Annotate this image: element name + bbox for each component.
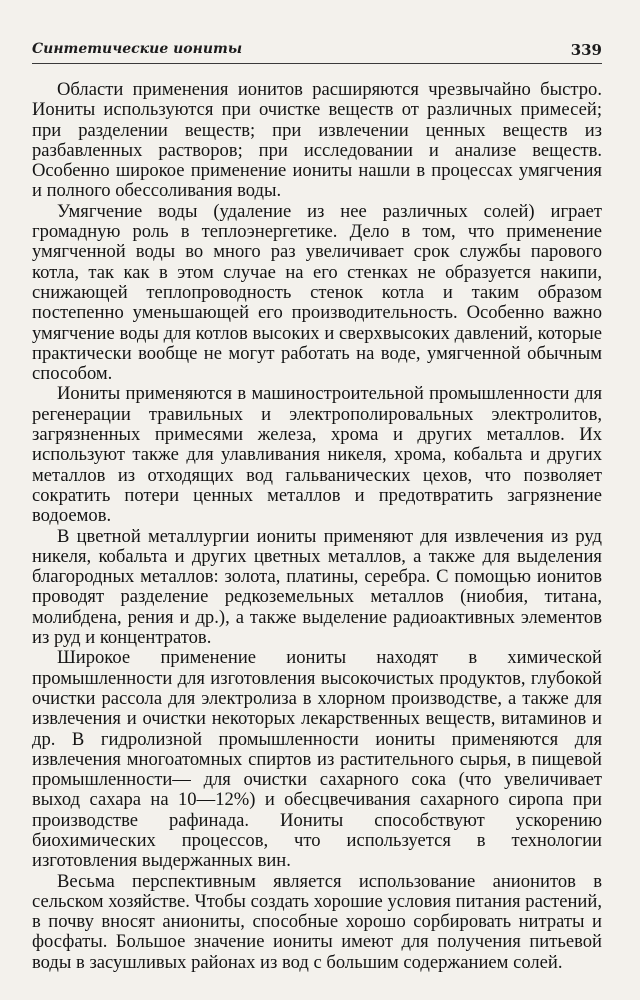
paragraph-agriculture: Весьма перспективным является использование анионитов в сельском хозяйстве. Чтобы создать хорошие условия питания растений, в почву вносят аниониты, способные хорошо сорбировать нитраты и фосфаты. Большое значение иониты имеют для получения питьевой воды в засушливых районах из вод с большим содержанием солей.	[32, 870, 602, 973]
page-number: 339	[570, 41, 602, 59]
body-text	[32, 80, 602, 973]
paragraph-metallurgy: В цветной металлургии иониты применяют для извлечения из руд никеля, кобальта и других цветных металлов, а также для выделения благородных металлов: золота, платины, серебра. С помощью ионитов проводят разделение редкоземельных металлов (ниобия, титана, молибдена, рения и др.), а также выделение радиоактивных элементов из руд и концентратов.	[32, 525, 602, 649]
paragraph-water-softening: Умягчение воды (удаление из нее различных солей) играет громадную роль в теплоэнергетике. Дело в том, что применение умягченной воды во много раз увеличивает срок службы парового котла, так как в этом случае на его стенках не образуется накипи, снижающей теплопроводность стенок котла и таким образом постепенно уменьшающей его производительность. Особенно важно умягчение воды для котлов высоких и сверхвысоких давлений, которые практически вообще не могут работать на воде, умягченной обычным способом.	[32, 200, 602, 385]
header-rule	[32, 63, 602, 64]
running-title: Синтетические иониты	[32, 41, 243, 57]
paragraph-machine-building: Иониты применяются в машиностроительной промышленности для регенерации травильных и электрополировальных электролитов, загрязненных примесями железа, хрома и других металлов. Их используют также для улавливания никеля, хрома, кобальта и других металлов из отходящих вод гальванических цехов, что позволяет сократить потери ценных металлов и предотвратить загрязнение водоемов.	[32, 383, 602, 527]
paragraph-chemical-industry: Широкое применение иониты находят в химической промышленности для изготовления высокочистых продуктов, глубокой очистки рассола для электролиза в хлорном производстве, а также для извлечения и очистки некоторых лекарственных веществ, витаминов и др. В гидролизной промышленности иониты применяются для извлечения многоатомных спиртов из растительного сырья, в пищевой промышленности— для очистки сахарного сока (что увеличивает выход сахара на 10—12%) и обесцвечивания сахарного сиропа при производстве рафинада. Иониты способствуют ускорению биохимических процессов, что используется в технологии изготовления выдержанных вин.	[32, 647, 602, 872]
running-header	[32, 41, 602, 67]
paragraph-applications: Области применения ионитов расширяются чрезвычайно быстро. Иониты используются при очистке веществ от различных примесей; при разделении веществ; при извлечении ценных веществ из разбавленных растворов; при исследовании и анализе веществ. Особенно широкое применение иониты нашли в процессах умягчения и полного обессоливания воды.	[32, 79, 602, 202]
